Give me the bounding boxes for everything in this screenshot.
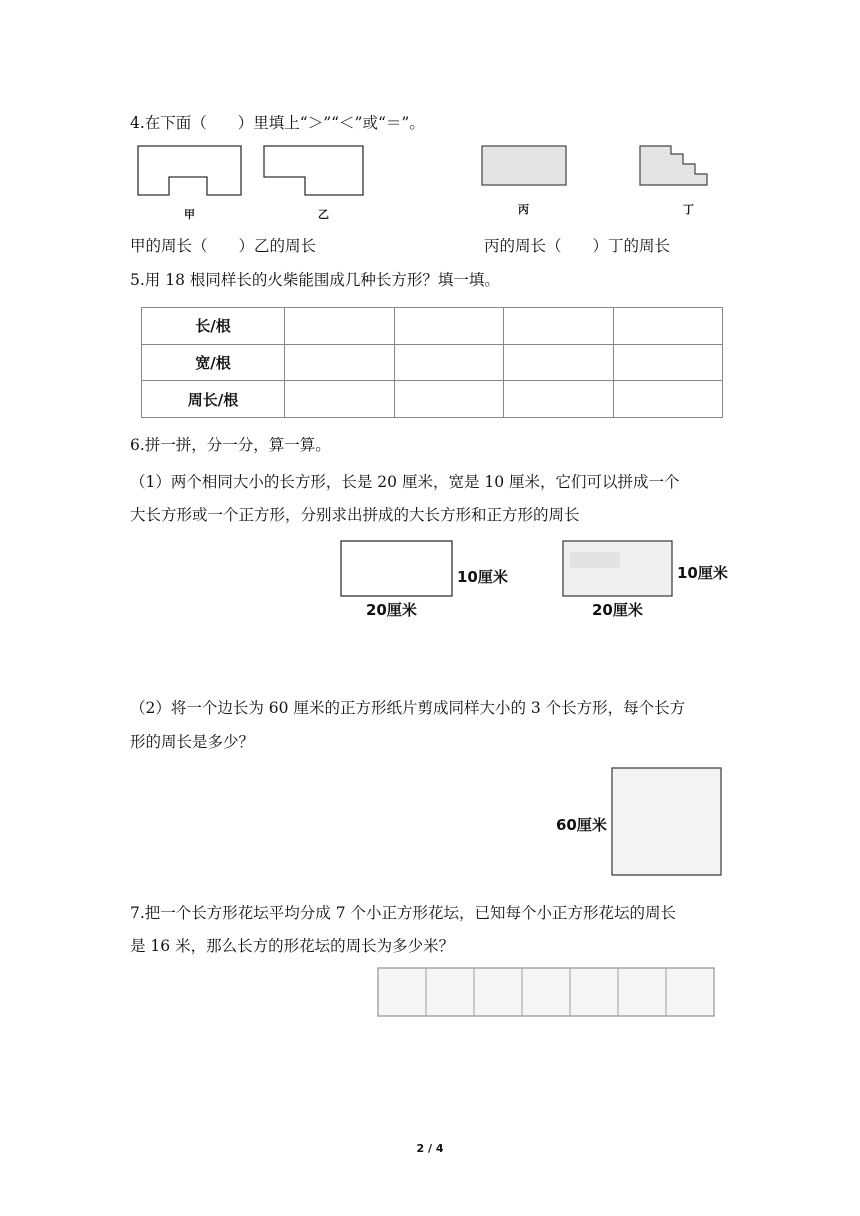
rect2-length-label: 20厘米: [592, 601, 643, 619]
table-cell[interactable]: [613, 308, 723, 345]
shape-label-yi: 乙: [318, 208, 329, 221]
table-cell[interactable]: [394, 344, 504, 381]
shape-label-ding: 丁: [683, 203, 694, 216]
q6-part1-line2: 大长方形或一个正方形，分别求出拼成的大长方形和正方形的周长: [130, 506, 580, 524]
shape-jia: [137, 145, 243, 197]
row-header-length: 长/根: [142, 308, 285, 345]
rect1-length-label: 20厘米: [366, 601, 417, 619]
q6-part2-line2: 形的周长是多少？: [130, 733, 255, 751]
q6-part1-line1: （1）两个相同大小的长方形，长是 20 厘米，宽是 10 厘米，它们可以拼成一个: [130, 473, 680, 491]
q7-line1: 7.把一个长方形花坛平均分成 7 个小正方形花坛，已知每个小正方形花坛的周长: [130, 904, 677, 922]
q6-prompt: 6.拼一拼，分一分，算一算。: [130, 436, 331, 454]
q4-prompt: 4.在下面（ ）里填上“＞”“＜”或“＝”。: [130, 114, 425, 132]
shape-label-bing: 丙: [518, 203, 529, 216]
table-cell[interactable]: [394, 381, 504, 418]
q4-compare-right: 丙的周长（ ）丁的周长: [484, 237, 671, 255]
shape-label-jia: 甲: [184, 208, 195, 221]
table-row: [142, 344, 723, 381]
table-row: [142, 308, 723, 345]
table-cell[interactable]: [504, 381, 614, 418]
table-cell[interactable]: [613, 344, 723, 381]
table-cell[interactable]: [394, 308, 504, 345]
flowerbed-squares: [376, 967, 726, 1017]
table-cell[interactable]: [285, 344, 395, 381]
table-cell[interactable]: [504, 308, 614, 345]
q4-compare-left: 甲的周长（ ）乙的周长: [130, 237, 317, 255]
flowerbed-outline: [378, 968, 714, 1016]
rect1-width-label: 10厘米: [457, 568, 508, 586]
q7-line2: 是 16 米，那么长方的形花坛的周长为多少米？: [130, 937, 455, 955]
shape-ding: [639, 145, 709, 187]
row-header-width: 宽/根: [142, 344, 285, 381]
table-cell[interactable]: [285, 381, 395, 418]
square-side-label: 60厘米: [556, 816, 607, 834]
shape-bing: [481, 145, 568, 187]
q6-part2-line1: （2）将一个边长为 60 厘米的正方形纸片剪成同样大小的 3 个长方形，每个长方: [130, 699, 686, 717]
matchstick-table: [141, 307, 723, 418]
square-paper: [611, 767, 723, 877]
table-row: [142, 381, 723, 418]
table-cell[interactable]: [504, 344, 614, 381]
rectangle-shaded: [562, 540, 674, 598]
table-cell[interactable]: [613, 381, 723, 418]
rectangle-plain: [340, 540, 454, 598]
page-number: 2 / 4: [416, 1142, 444, 1155]
shape-yi: [263, 145, 365, 197]
row-header-perimeter: 周长/根: [142, 381, 285, 418]
rect2-width-label: 10厘米: [677, 564, 728, 582]
q5-prompt: 5.用 18 根同样长的火柴能围成几种长方形？填一填。: [130, 271, 500, 289]
table-cell[interactable]: [285, 308, 395, 345]
